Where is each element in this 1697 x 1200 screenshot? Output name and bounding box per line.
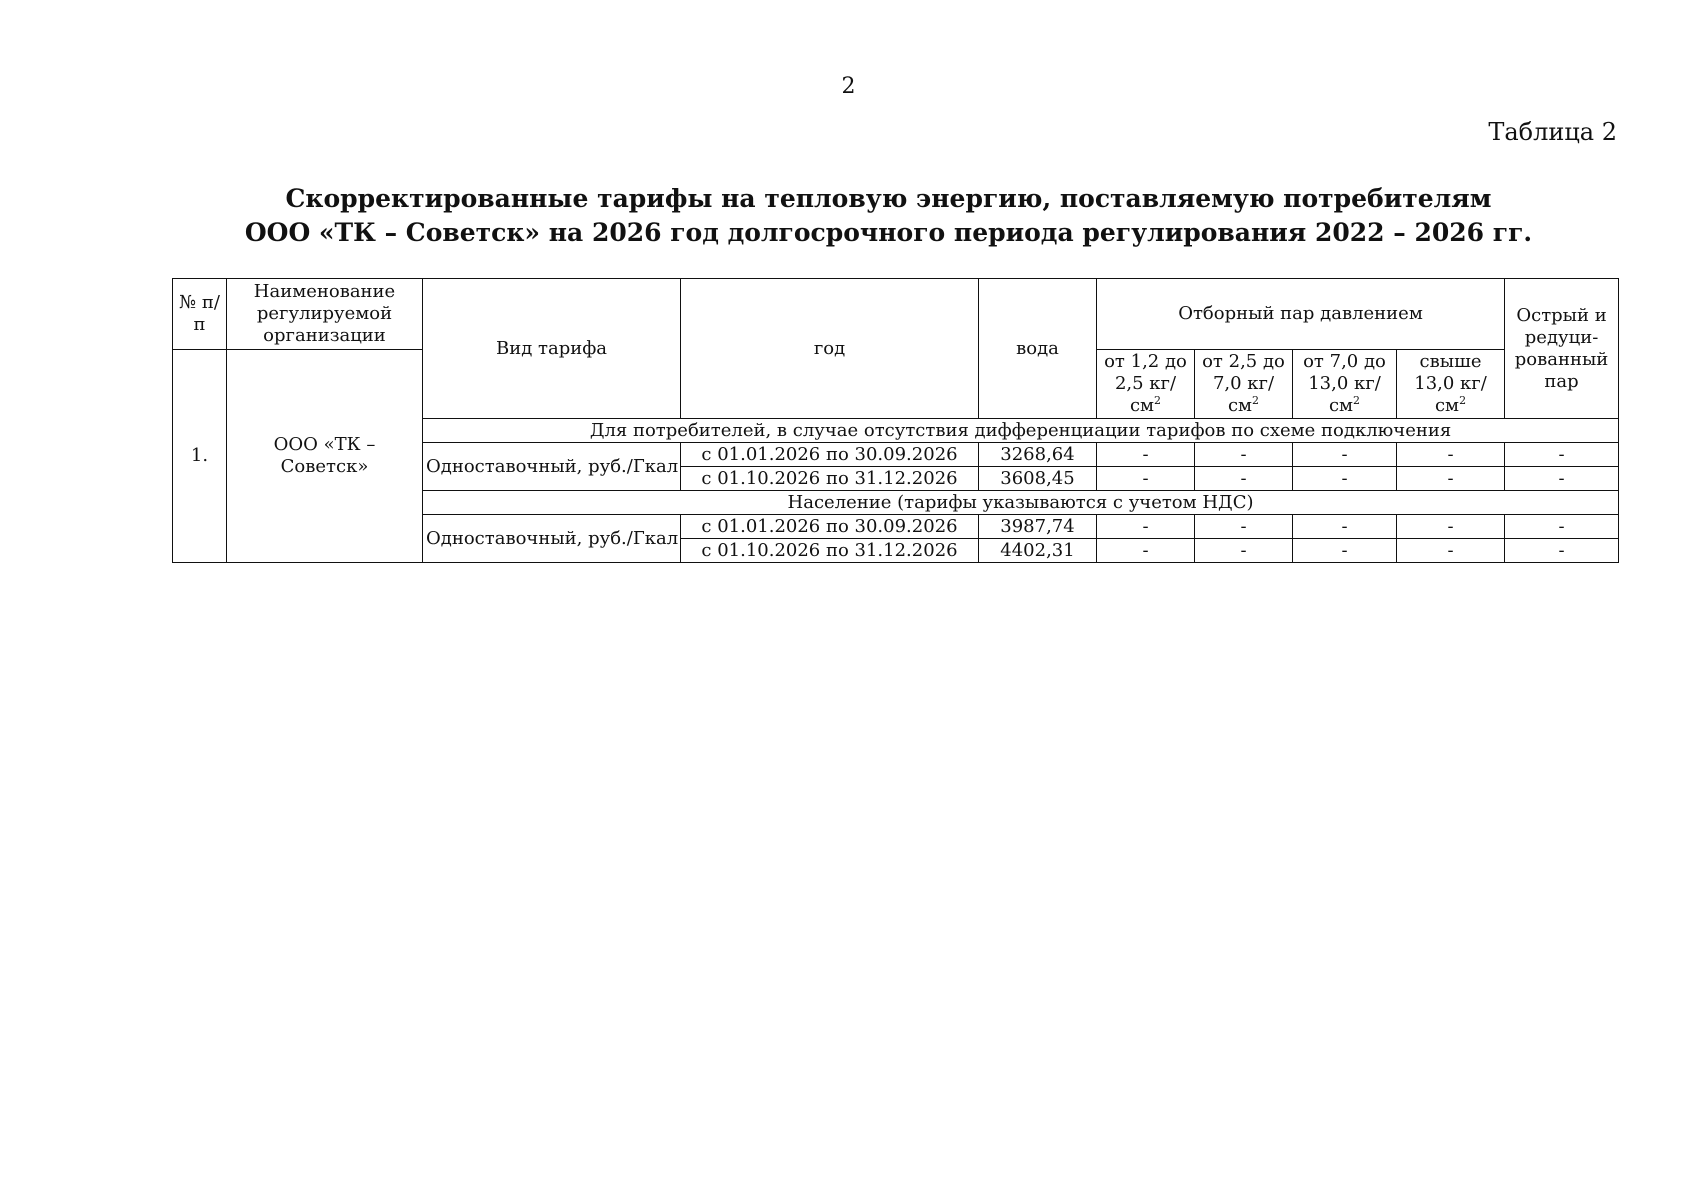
steam-2-value: -	[1195, 515, 1293, 539]
period-cell: с 01.10.2026 по 31.12.2026	[681, 467, 979, 491]
steam-1-value: -	[1097, 443, 1195, 467]
steam-4-value: -	[1397, 515, 1505, 539]
steam-2-value: -	[1195, 443, 1293, 467]
steam-1-value: -	[1097, 539, 1195, 563]
sharp-steam-value: -	[1505, 467, 1619, 491]
steam-3-value: -	[1293, 467, 1397, 491]
header-steam-2	[1195, 350, 1293, 419]
header-steam-3-text: от 7,0 до 13,0 кг/см	[1303, 351, 1386, 416]
document-title-line-2: ООО «ТК – Советск» на 2026 год долгосрочного периода регулирования 2022 – 2026 гг.	[244, 218, 1533, 247]
header-steam-group: Отборный пар давлением	[1097, 279, 1505, 350]
superscript: 2	[1154, 394, 1162, 407]
water-value: 4402,31	[979, 539, 1097, 563]
row-number-cell: 1.	[173, 350, 227, 563]
steam-2-value: -	[1195, 467, 1293, 491]
period-cell: с 01.01.2026 по 30.09.2026	[681, 515, 979, 539]
header-steam-4-text: свыше 13,0 кг/см	[1414, 351, 1487, 416]
document-title	[160, 182, 1617, 250]
page-number: 2	[841, 74, 856, 99]
sharp-steam-value: -	[1505, 539, 1619, 563]
header-tariff-type: Вид тарифа	[423, 279, 681, 419]
header-steam-4	[1397, 350, 1505, 419]
org-name-cell: ООО «ТК – Советск»	[227, 350, 423, 563]
tariff-table	[172, 278, 1619, 563]
header-steam-1	[1097, 350, 1195, 419]
header-steam-3	[1293, 350, 1397, 419]
document-title-line-1: Скорректированные тарифы на тепловую энергию, поставляемую потребителям	[285, 184, 1492, 213]
table-label: Таблица 2	[1488, 118, 1617, 146]
section-title: Население (тарифы указываются с учетом НДС)	[423, 491, 1619, 515]
period-cell: с 01.01.2026 по 30.09.2026	[681, 443, 979, 467]
water-value: 3268,64	[979, 443, 1097, 467]
steam-1-value: -	[1097, 515, 1195, 539]
tariff-type-cell: Одноставочный, руб./Гкал	[423, 443, 681, 491]
sharp-steam-value: -	[1505, 515, 1619, 539]
header-row-top	[173, 279, 1619, 350]
header-sharp-steam: Острый и редуци-рованный пар	[1505, 279, 1619, 419]
section-title: Для потребителей, в случае отсутствия дифференциации тарифов по схеме подключения	[423, 419, 1619, 443]
water-value: 3987,74	[979, 515, 1097, 539]
steam-2-value: -	[1195, 539, 1293, 563]
steam-4-value: -	[1397, 539, 1505, 563]
sharp-steam-value: -	[1505, 443, 1619, 467]
header-steam-2-text: от 2,5 до 7,0 кг/см	[1202, 351, 1285, 416]
header-num: № п/п	[173, 279, 227, 350]
superscript: 2	[1353, 394, 1361, 407]
water-value: 3608,45	[979, 467, 1097, 491]
steam-3-value: -	[1293, 515, 1397, 539]
header-steam-1-text: от 1,2 до 2,5 кг/см	[1104, 351, 1187, 416]
superscript: 2	[1252, 394, 1260, 407]
header-water: вода	[979, 279, 1097, 419]
period-cell: с 01.10.2026 по 31.12.2026	[681, 539, 979, 563]
superscript: 2	[1459, 394, 1467, 407]
steam-3-value: -	[1293, 539, 1397, 563]
header-org: Наименование регулируемой организации	[227, 279, 423, 350]
steam-3-value: -	[1293, 443, 1397, 467]
steam-4-value: -	[1397, 443, 1505, 467]
header-year: год	[681, 279, 979, 419]
tariff-type-cell: Одноставочный, руб./Гкал	[423, 515, 681, 563]
steam-1-value: -	[1097, 467, 1195, 491]
steam-4-value: -	[1397, 467, 1505, 491]
